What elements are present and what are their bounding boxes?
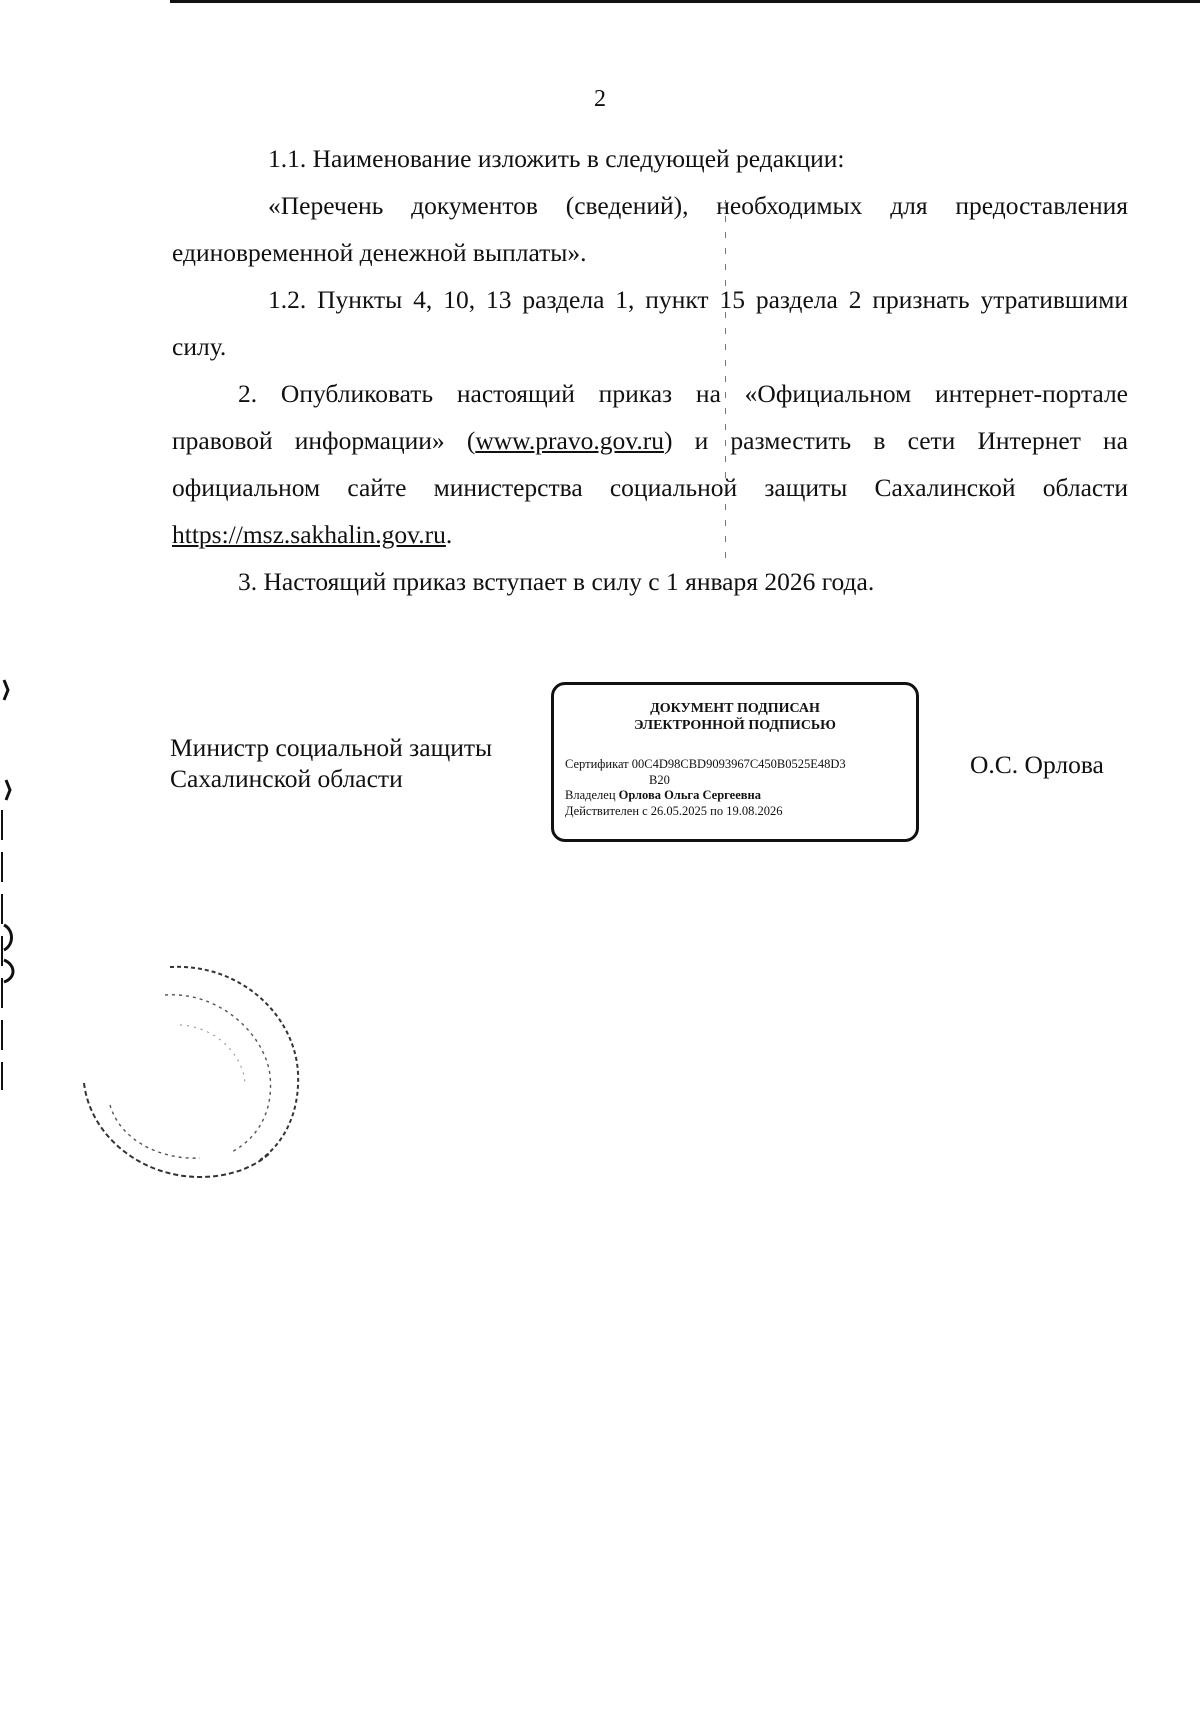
paragraph-2-text-end: . (445, 520, 453, 549)
certificate-row (565, 757, 911, 773)
paragraph-new-title: «Перечень документов (сведений), необходимых для предоставления единовременной денежной выплаты». (172, 191, 1128, 267)
stamp-title-line-1: ДОКУМЕНТ ПОДПИСАН (650, 701, 820, 716)
stamp-title (554, 700, 916, 734)
signer-position (170, 732, 492, 794)
signer-position-line-1: Министр социальной защиты (170, 733, 493, 762)
certificate-value: 00C4D98CBD9093967C450B0525E48D3 (631, 757, 846, 771)
owner-value: Орлова Ольга Сергеевна (618, 788, 761, 802)
owner-label: Владелец (565, 788, 616, 802)
certificate-value-continued: B20 (649, 772, 670, 787)
msz-site-link[interactable]: https://msz.sakhalin.gov.ru (172, 520, 446, 549)
paragraph-1-2: 1.2. Пункты 4, 10, 13 раздела 1, пункт 15 раздела 2 признать утратившими силу. (172, 285, 1128, 361)
paragraph-2-text-middle: ) и разместить в сети Интернет на официальном сайте министерства социальной защиты Сахалинской области (172, 426, 1128, 502)
page-number: 2 (594, 86, 606, 112)
validity-row: Действителен с 26.05.2025 по 19.08.2026 (565, 803, 783, 818)
stamp-details (565, 757, 911, 819)
binding-hole-marks (0, 660, 40, 1090)
paragraph-2-text-start: 2. Опубликовать настоящий приказ на «Официальном интернет-портале правовой информации» ( (172, 379, 1128, 455)
owner-row (565, 788, 911, 804)
stamp-title-line-2: ЭЛЕКТРОННОЙ ПОДПИСЬЮ (634, 718, 836, 733)
faded-seal-impression (70, 955, 310, 1195)
paragraph-1-1: 1.1. Наименование изложить в следующей редакции: (268, 144, 845, 173)
signer-name: О.С. Орлова (970, 750, 1104, 779)
paragraph-3: 3. Настоящий приказ вступает в силу с 1 января 2026 года. (238, 567, 875, 596)
signer-position-line-2: Сахалинской области (170, 764, 403, 793)
certificate-label: Сертификат (565, 757, 629, 771)
pravo-link[interactable]: www.pravo.gov.ru (475, 426, 664, 455)
electronic-signature-stamp (551, 682, 919, 842)
scan-fold-line (725, 200, 726, 560)
